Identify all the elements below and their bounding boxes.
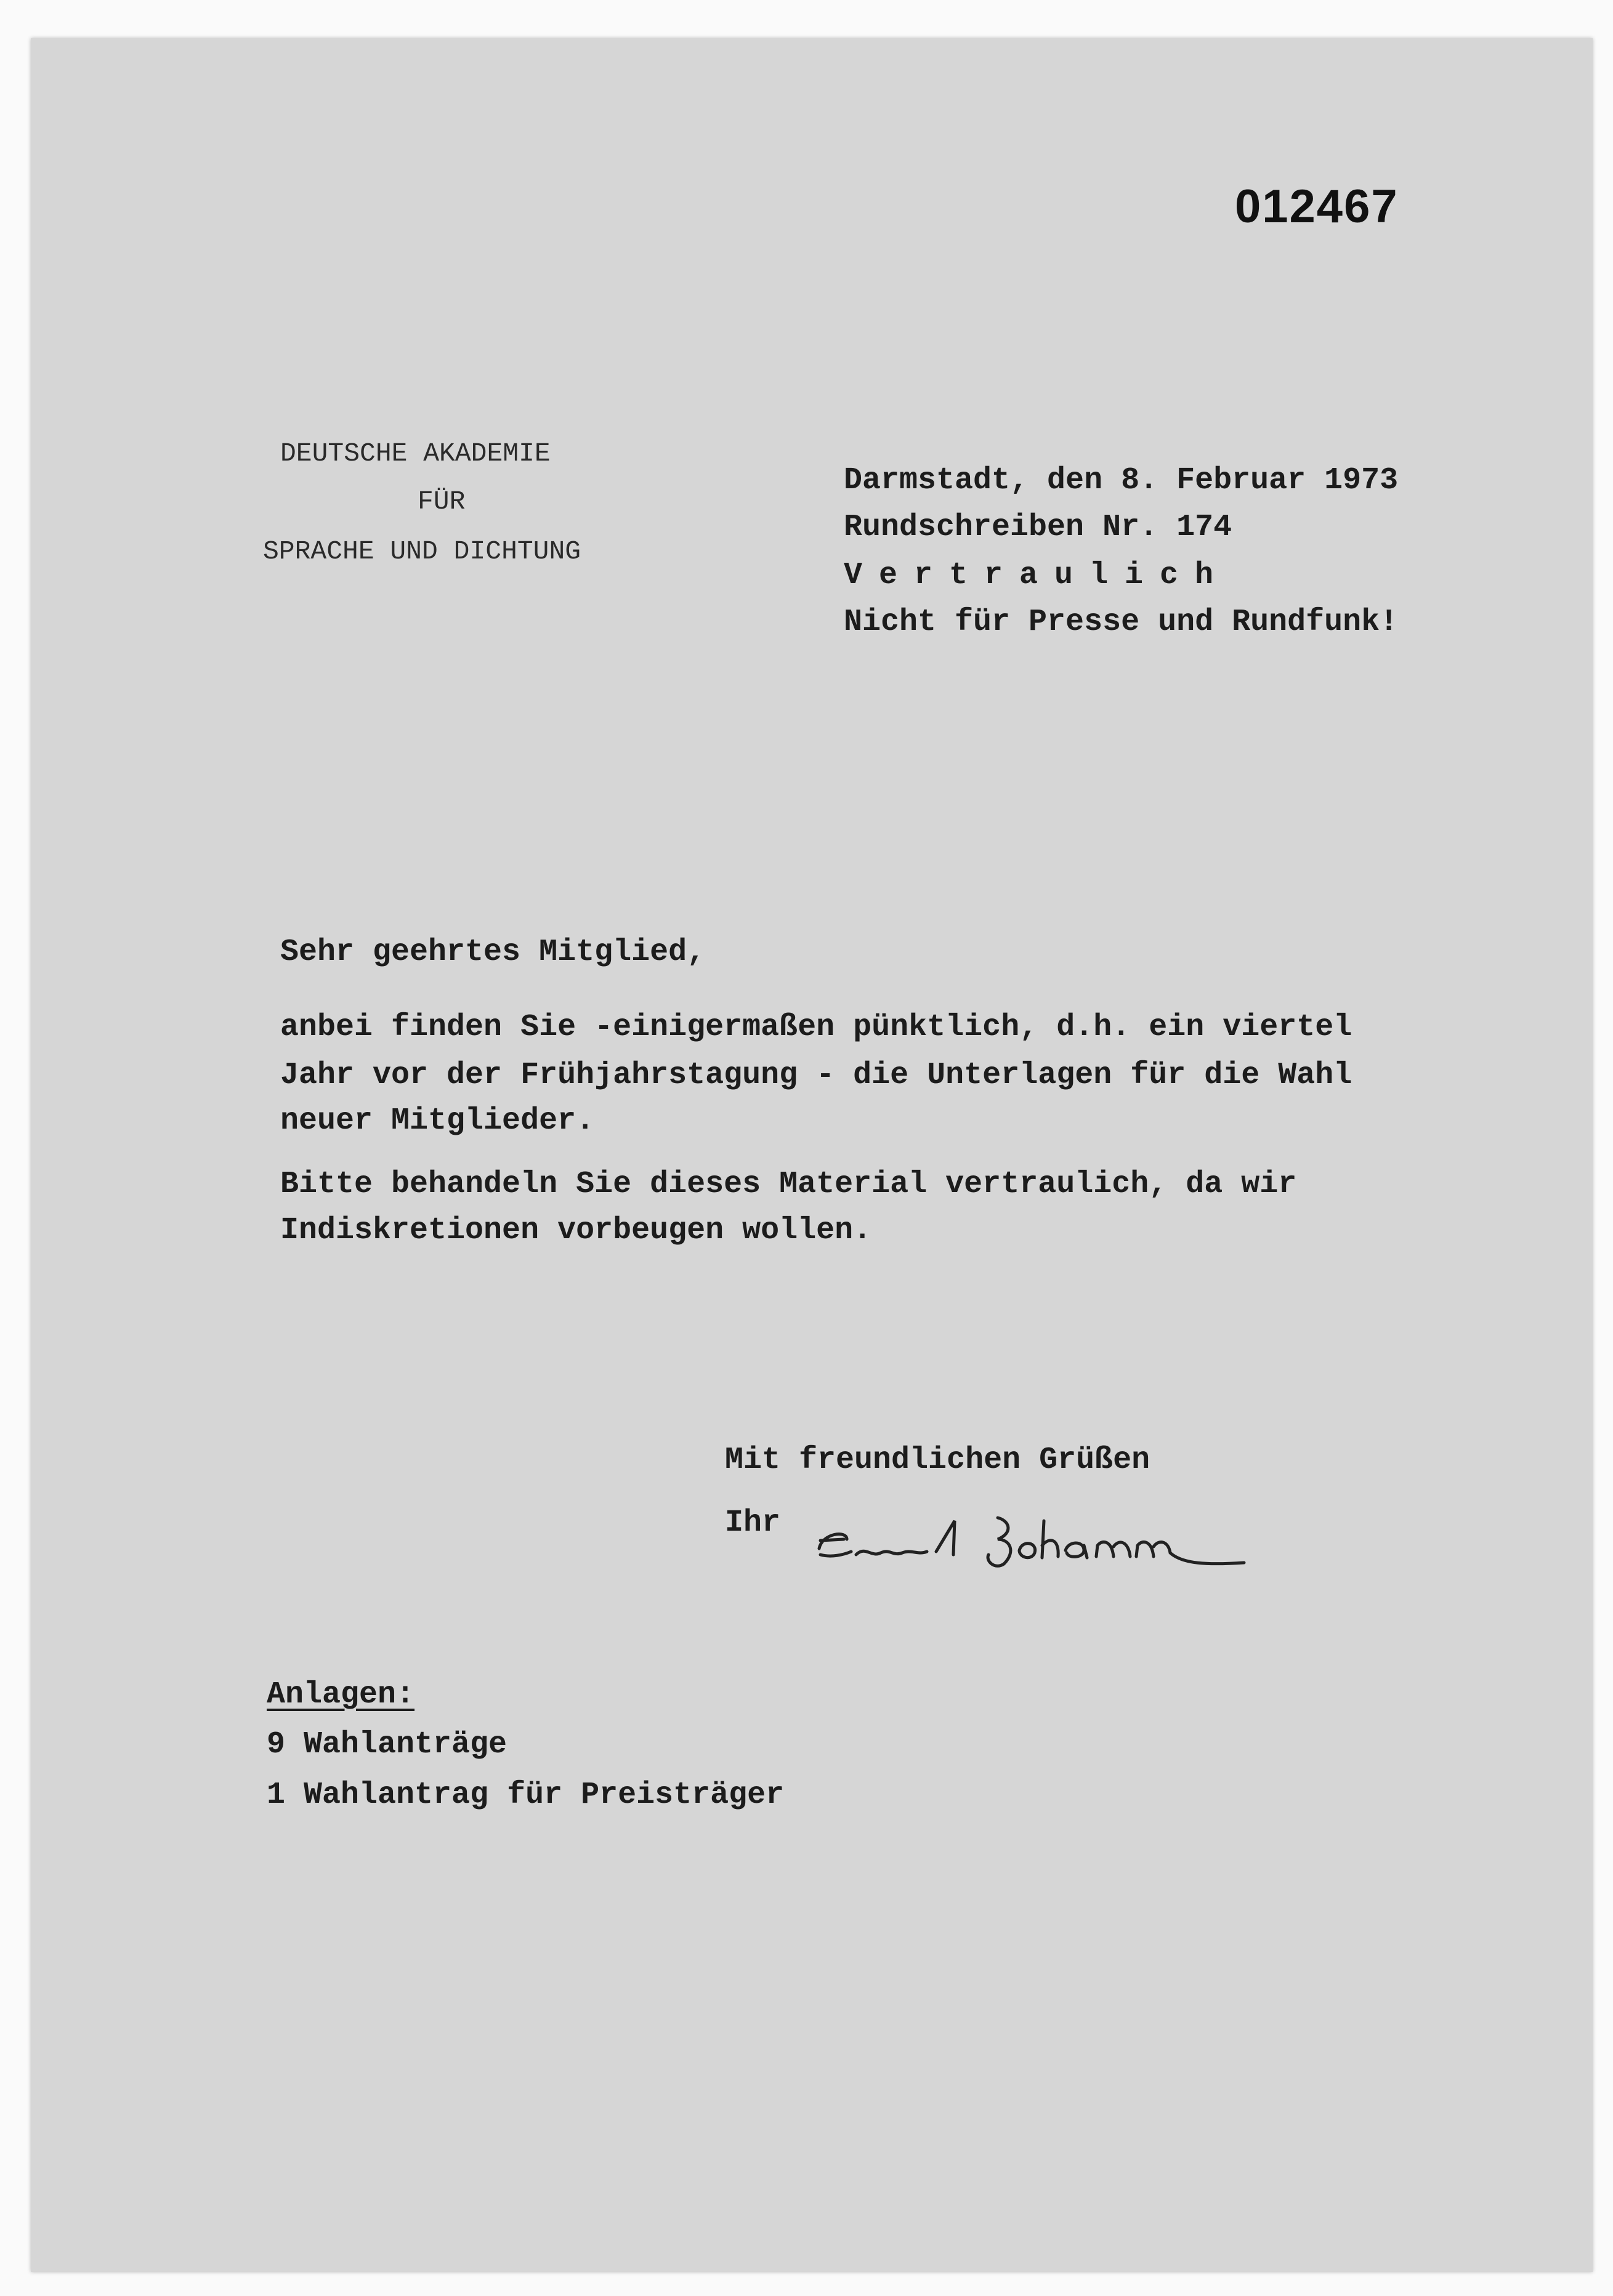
signoff: Ihr	[725, 1505, 781, 1541]
paragraph-2-line-2: Indiskretionen vorbeugen wollen.	[280, 1213, 872, 1248]
circular-number: Rundschreiben Nr. 174	[844, 510, 1232, 545]
confidential-label: Vertraulich	[844, 558, 1231, 593]
paragraph-1-line-3: neuer Mitglieder.	[280, 1103, 595, 1138]
letter-page	[31, 38, 1593, 2272]
enclosure-item-1: 9 Wahlanträge	[267, 1727, 507, 1762]
organization-line-1: DEUTSCHE AKADEMIE	[280, 438, 551, 469]
document-number: 012467	[1235, 180, 1399, 233]
paragraph-1-line-1: anbei finden Sie -einigermaßen pünktlich, d.h. ein viertel	[280, 1010, 1352, 1045]
closing-greeting: Mit freundlichen Grüßen	[725, 1443, 1150, 1478]
handwritten-signature	[813, 1496, 1256, 1582]
salutation: Sehr geehrtes Mitglied,	[280, 935, 706, 970]
paragraph-2-line-1: Bitte behandeln Sie dieses Material vertraulich, da wir	[280, 1167, 1297, 1202]
press-notice: Nicht für Presse und Rundfunk!	[844, 605, 1399, 640]
paragraph-1-line-2: Jahr vor der Frühjahrstagung - die Unterlagen für die Wahl	[280, 1058, 1352, 1093]
organization-line-2: FÜR	[418, 486, 466, 517]
date-line: Darmstadt, den 8. Februar 1973	[844, 463, 1399, 498]
organization-line-3: SPRACHE UND DICHTUNG	[263, 536, 581, 566]
enclosure-item-2: 1 Wahlantrag für Preisträger	[267, 1778, 785, 1813]
enclosures-heading: Anlagen:	[267, 1677, 415, 1712]
